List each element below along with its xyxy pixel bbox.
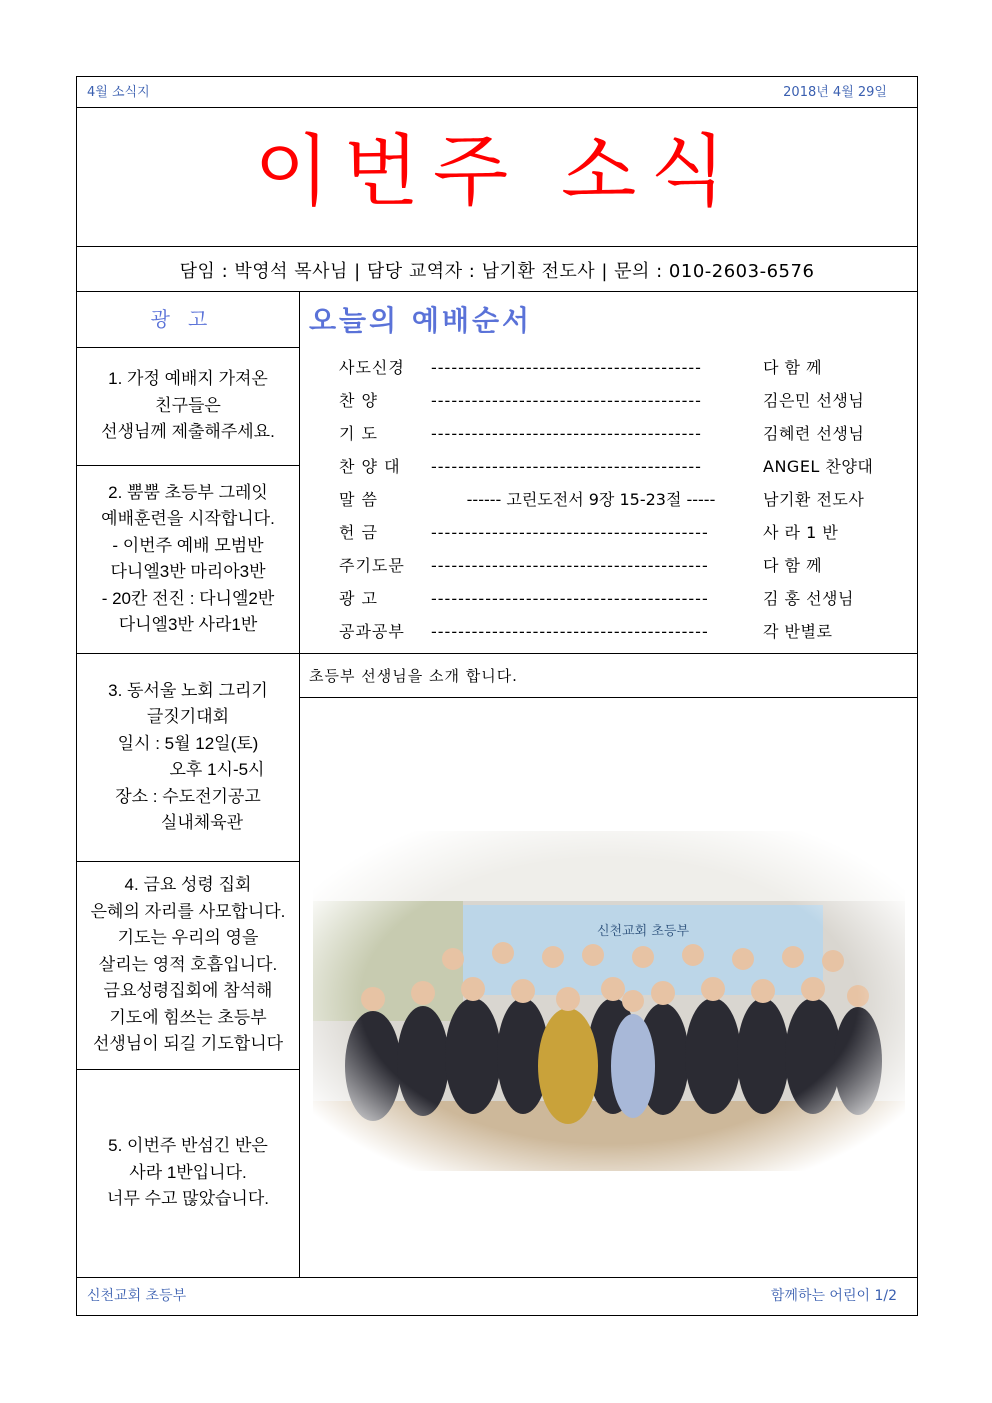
- divider: [77, 246, 917, 247]
- footer-page: 함께하는 어린이 1/2: [770, 1288, 897, 1304]
- scripture-passage: ------ 고린도전서 9장 15-23절 -----: [466, 490, 716, 509]
- ad-item-5: 5. 이번주 반섬긴 반은 사라 1반입니다. 너무 수고 많았습니다.: [107, 1136, 269, 1209]
- order-row: 기 도 ---------------------------------------- 김혜련 선생님: [339, 424, 865, 443]
- order-row: 찬 양 ---------------------------------------- 김은민 선생님: [339, 391, 865, 410]
- order-row: 광 고 ----------------------------------------- 김 홍 선생님: [339, 589, 854, 608]
- divider: [299, 653, 917, 654]
- order-row: 사도신경 ---------------------------------------- 다 함 께: [339, 358, 823, 377]
- ad-item-1: 1. 가정 예배지 가져온 친구들은 선생님께 제출해주세요.: [101, 369, 275, 442]
- divider: [299, 697, 917, 698]
- order-row: 공과공부 ----------------------------------------- 각 반별로: [339, 622, 833, 641]
- column-divider: [299, 291, 300, 1277]
- footer-church: 신천교회 초등부: [87, 1288, 187, 1304]
- divider: [77, 107, 917, 108]
- page-title: 이번주 소식: [254, 127, 740, 217]
- newsletter-page: [76, 76, 918, 1316]
- issue-date: 2018년 4월 29일: [783, 85, 887, 100]
- order-row: 헌 금 ----------------------------------------- 사 라 1 반: [339, 523, 839, 542]
- worship-order-title: 오늘의 예배순서: [309, 304, 533, 337]
- ads-heading: 광고: [150, 307, 226, 331]
- group-photo: [313, 831, 905, 1171]
- divider: [77, 291, 917, 292]
- ad-item-2: 2. 뿜뿜 초등부 그레잇 예배훈련을 시작합니다. - 이번주 예배 모범반 다니엘3반 마리아3반 - 20칸 전진 : 다니엘2반 다니엘3반 사라1반: [101, 482, 275, 634]
- issue-label: 4월 소식지: [87, 85, 150, 100]
- order-row: 찬 양 대 ---------------------------------------- ANGEL 찬양대: [339, 457, 874, 476]
- ad-item-4: 4. 금요 성령 집회 은혜의 자리를 사모합니다. 기도는 우리의 영을 살리는 영적 호흡입니다. 금요성령집회에 참석해 기도에 힘쓰는 초등부 선생님이 되길 기도합니다: [90, 875, 286, 1054]
- order-row: 주기도문 ----------------------------------------- 다 함 께: [339, 556, 823, 575]
- teacher-intro-caption: 초등부 선생님을 소개 합니다.: [309, 667, 518, 685]
- ad-item-3: 3. 동서울 노회 그리기 글짓기대회 일시 : 5월 12일(토) 오후 1시-5시 장소 : 수도전기공고 실내체육관: [108, 680, 268, 832]
- divider: [77, 1277, 917, 1278]
- order-row: 말 씀 ------ 고린도전서 9장 15-23절 ----- 남기환 전도사: [339, 483, 899, 516]
- contact-line: 담임 : 박영석 목사님 | 담당 교역자 : 남기환 전도사 | 문의 : 010-2603-6576: [179, 261, 815, 282]
